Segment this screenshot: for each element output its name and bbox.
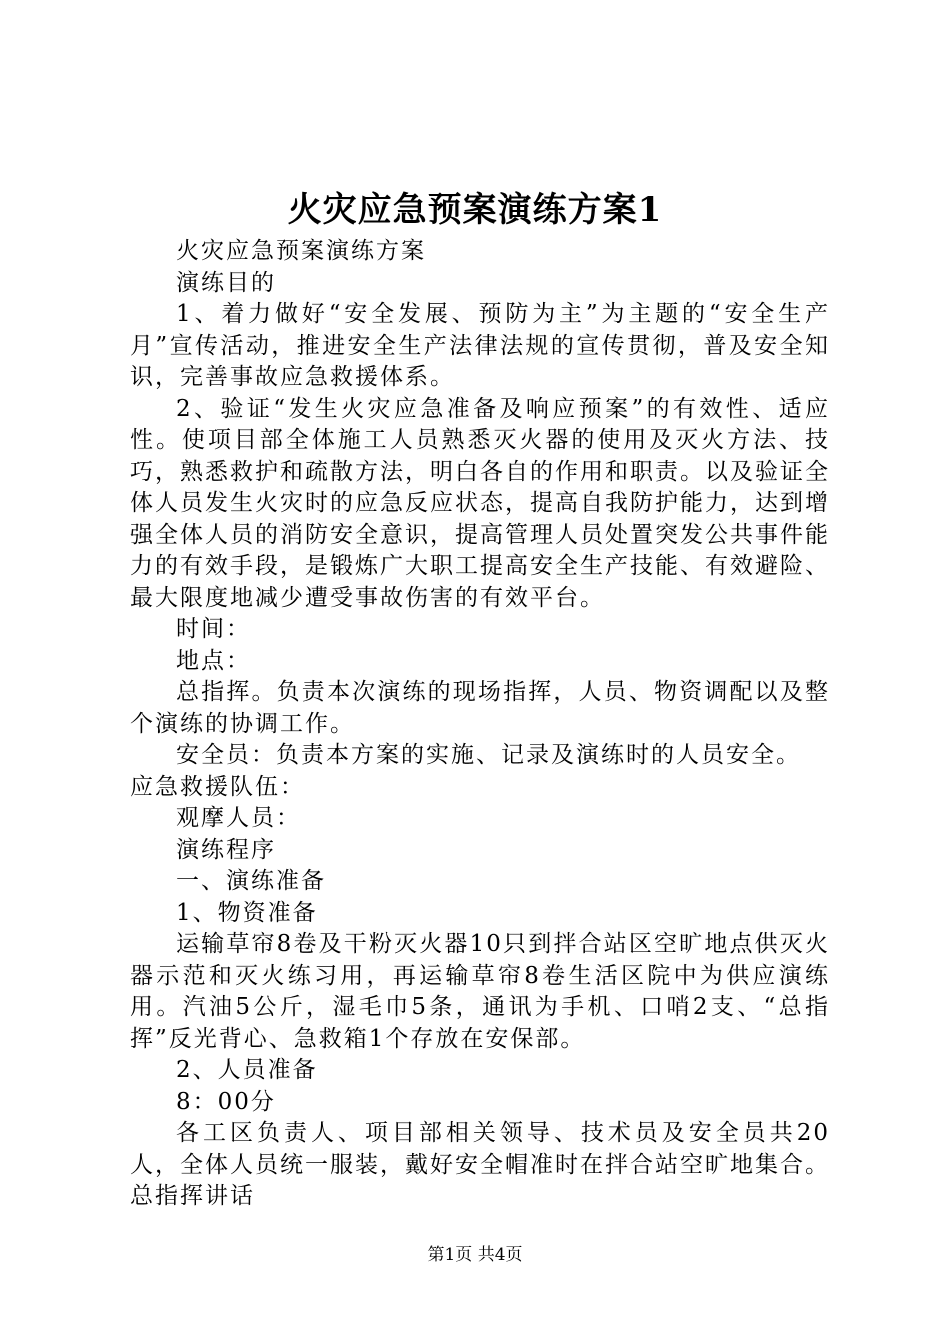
paragraph-observers: 观摩人员： bbox=[176, 805, 301, 831]
paragraph-assembly: 各工区负责人、项目部相关领导、技术员及安全员共20人，全体人员统一服装，戴好安全帽准时在拌合站空旷地集合。总指挥讲话 bbox=[130, 1120, 830, 1209]
paragraph-procedure-heading: 演练程序 bbox=[176, 836, 276, 863]
paragraph-purpose-1: 1、着力做好“安全发展、预防为主”为主题的“安全生产月”宣传活动，推进安全生产法律法规的宣传贯彻，普及安全知识，完善事故应急救援体系。 bbox=[130, 301, 830, 390]
paragraph-time-8: 8：00分 bbox=[176, 1088, 276, 1115]
paragraph-personnel-heading: 2、人员准备 bbox=[176, 1057, 318, 1083]
paragraph-location: 地点： bbox=[176, 647, 251, 674]
document-body bbox=[130, 236, 830, 1213]
document-title: 火灾应急预案演练方案1 bbox=[287, 190, 663, 230]
paragraph-commander: 总指挥。负责本次演练的现场指挥，人员、物资调配以及整个演练的协调工作。 bbox=[130, 679, 830, 737]
paragraph-subtitle: 火灾应急预案演练方案 bbox=[176, 238, 426, 264]
paragraph-rescue-team: 应急救援队伍： bbox=[130, 773, 305, 800]
paragraph-materials-heading: 1、物资准备 bbox=[176, 899, 318, 926]
page-footer: 第1页 共4页 bbox=[427, 1245, 523, 1265]
paragraph-purpose-heading: 演练目的 bbox=[176, 269, 276, 296]
paragraph-purpose-2: 2、验证“发生火灾应急准备及响应预案”的有效性、适应性。使项目部全体施工人员熟悉灭火器的使用及灭火方法、技巧，熟悉救护和疏散方法，明白各自的作用和职责。以及验证全体人员发生火灾时的应急反应状态，提高自我防护能力，达到增强全体人员的消防安全意识，提高管理人员处置突发公共事件能力的有效手段，是锻炼广大职工提高安全生产技能、有效避险、最大限度地减少遭受事故伤害的有效平台。 bbox=[130, 395, 830, 611]
paragraph-safety-officer: 安全员：负责本方案的实施、记录及演练时的人员安全。 bbox=[176, 742, 801, 768]
paragraph-section-1: 一、演练准备 bbox=[176, 868, 326, 894]
paragraph-time: 时间： bbox=[176, 616, 251, 642]
paragraph-materials: 运输草帘8卷及干粉灭火器10只到拌合站区空旷地点供灭火器示范和灭火练习用，再运输草帘8卷生活区院中为供应演练用。汽油5公斤，湿毛巾5条，通讯为手机、口哨2支、“总指挥”反光背心、急救箱1个存放在安保部。 bbox=[130, 931, 830, 1052]
